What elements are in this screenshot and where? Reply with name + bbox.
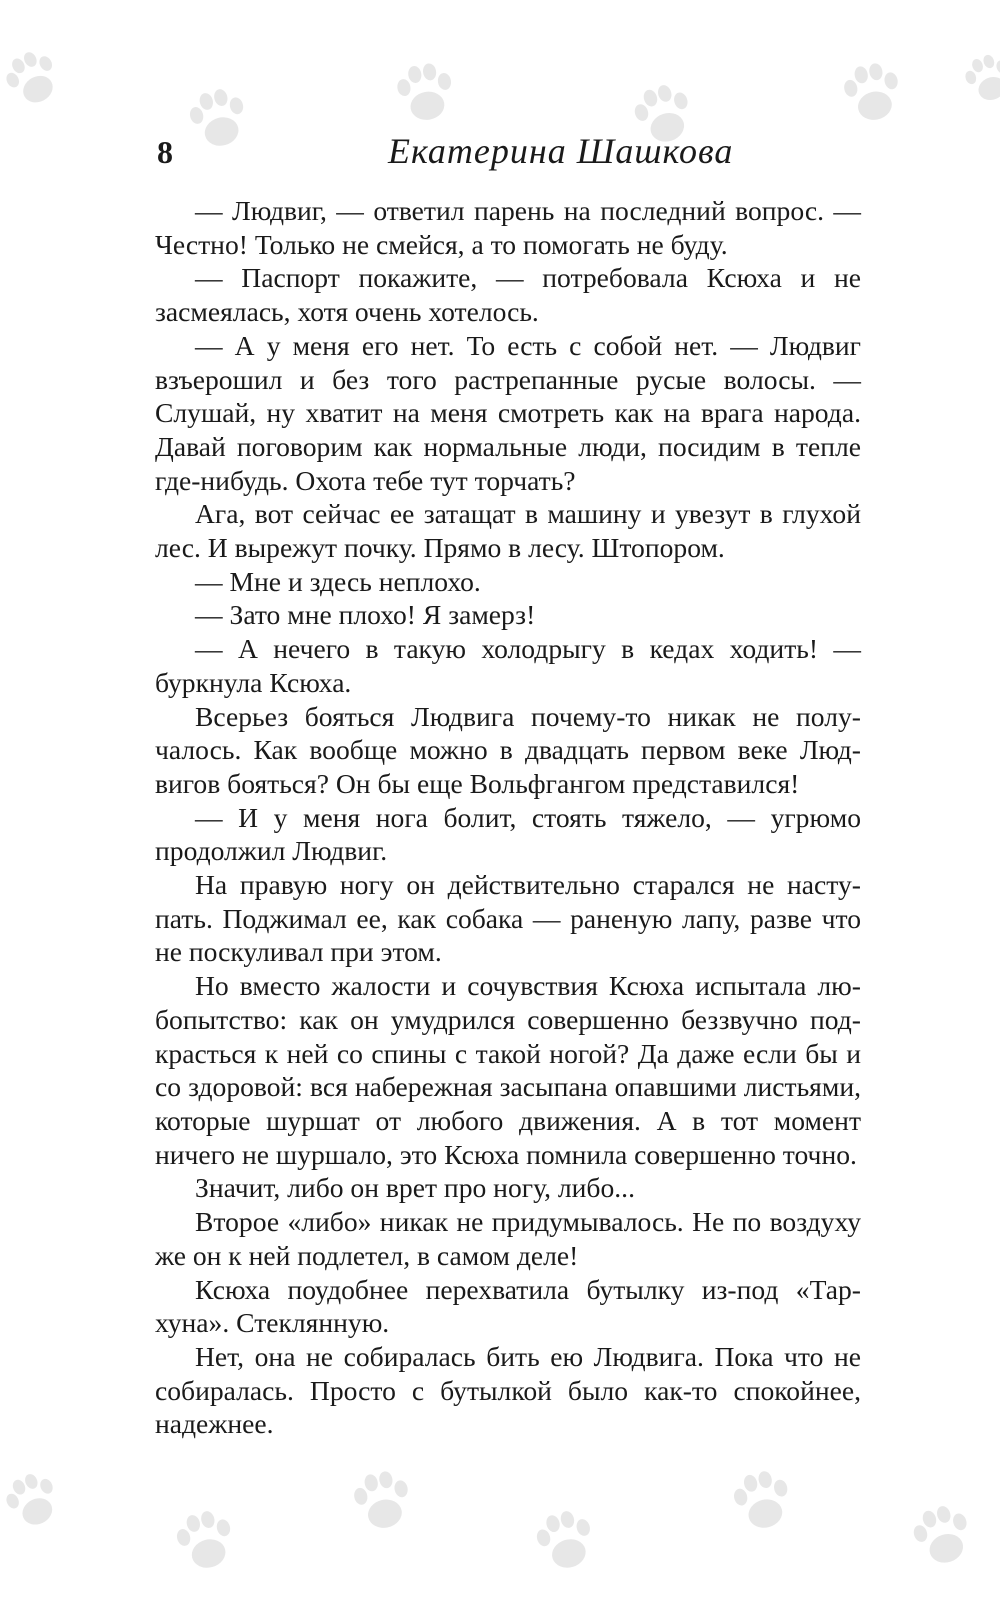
paw-print-icon xyxy=(840,59,904,125)
paw-print-icon xyxy=(0,45,66,112)
paw-print-icon xyxy=(350,1467,414,1533)
body-text xyxy=(155,194,861,1441)
paragraph: — А нечего в такую холодрыгу в кедах ходить! — буркнула Ксюха. xyxy=(155,633,861,698)
paragraph: Ксюха поудобнее перехватила бутылку из-под «Тархуна». Стеклянную. xyxy=(155,1273,861,1339)
paw-print-icon xyxy=(961,50,1000,106)
paragraph: — Мне и здесь неплохо. xyxy=(195,565,481,597)
paw-print-icon xyxy=(172,1506,239,1574)
paragraph: На правую ногу он действительно старался не наступать. Поджимал ее, как собака — раненую лапу, разве что не поскуливал при этом. xyxy=(155,869,861,968)
paragraph: — Паспорт покажите, — потребовала Ксюха и не засмеялась, хотя очень хотелось. xyxy=(155,262,861,328)
paragraph: Ага, вот сейчас ее затащат в машину и увезут в глухой лес. И вырежут почку. Прямо в лесу. Штопором. xyxy=(155,498,861,564)
page-number: 8 xyxy=(157,134,173,170)
paragraph: Значит, либо он врет про ногу, либо... xyxy=(195,1172,635,1204)
paragraph: Всерьез бояться Людвига почему-то никак не получалось. Как вообще можно в двадцать первом веке Людвигов бояться? Он бы еще Вольфгангом представился! xyxy=(155,700,861,799)
paragraph: — И у меня нога болит, стоять тяжело, — угрюмо продолжил Людвиг. xyxy=(155,801,861,867)
paw-print-icon xyxy=(730,1467,796,1534)
paragraph: — Людвиг, — ответил парень на последний вопрос. — Честно! Только не смейся, а то помогать не буду. xyxy=(155,195,861,260)
paw-print-icon xyxy=(532,1506,599,1574)
paw-print-icon xyxy=(394,60,457,124)
paragraph: Нет, она не собиралась бить ею Людвига. Пока что не собиралась. Просто с бутылкой было как-то спокойнее, надежнее. xyxy=(155,1340,861,1440)
running-head-author: Екатерина Шашкова xyxy=(388,131,734,171)
paragraph: Второе «либо» никак не придумывалось. Не по воздуху же он к ней подлетел, в самом деле! xyxy=(155,1206,861,1271)
paragraph: Но вместо жалости и сочувствия Ксюха испытала любопытство: как он умудрился совершенно беззвучно подкрасться к ней со спины с такой ногой? Да даже если бы и со здоровой: вся набережная засыпана опавшими листьями, которые шуршат от любого движения. А в тот момент ничего не шуршало, это Ксюха помнила совершенно точно. xyxy=(155,970,861,1170)
paragraph: — Зато мне плохо! Я замерз! xyxy=(195,599,536,631)
paragraph: — А у меня его нет. То есть с собой нет. — Людвиг взъерошил и без того растрепанные русые волосы. — Слушай, ну хватит на меня смотреть как на врага народа. Давай поговорим как нормальные люди, посидим в тепле где-нибудь. Охота тебе тут торчать? xyxy=(155,329,861,496)
paw-print-icon xyxy=(0,1467,65,1533)
paw-print-icon xyxy=(908,1500,977,1569)
paw-print-icon xyxy=(185,84,252,152)
